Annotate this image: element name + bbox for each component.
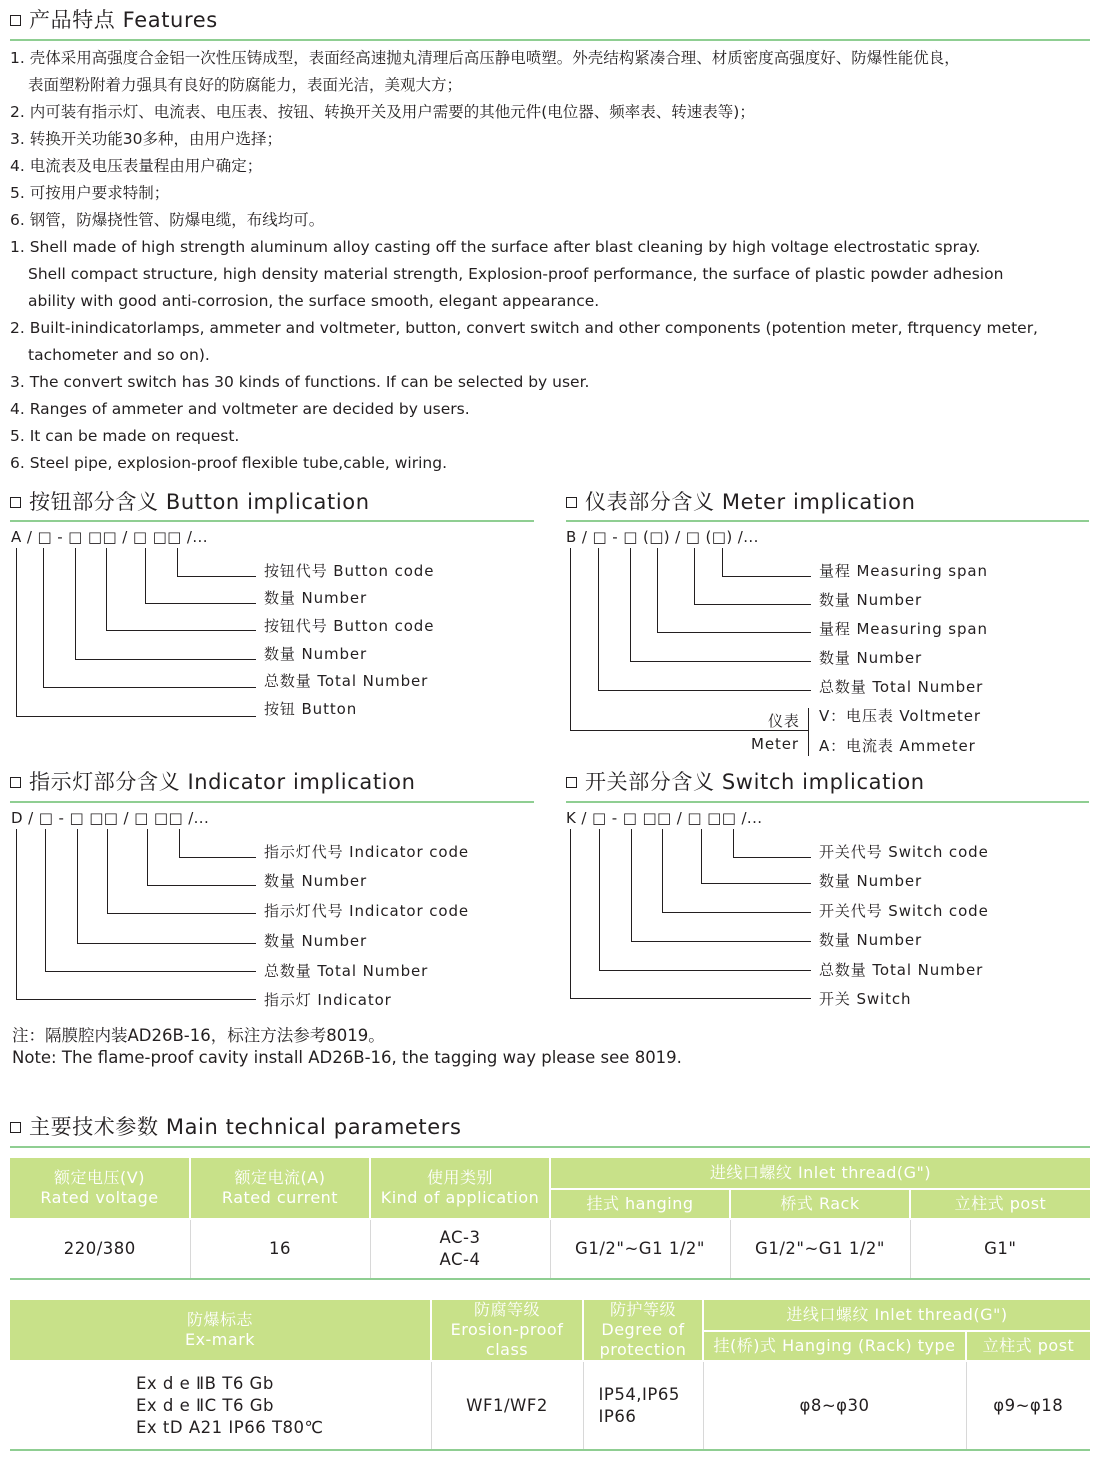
feature-line: 2. 内可装有指示灯、电流表、电压表、按钮、转换开关及用户需要的其他元件(电位器、频率表、转速表等)； <box>10 103 755 121</box>
table-1-bottom-rule <box>10 1278 1090 1280</box>
diagram-line <box>733 857 811 858</box>
diagram-label: 总数量 Total Number <box>819 678 984 696</box>
diagram-label: 指示灯代号 Indicator code <box>264 843 469 861</box>
meter-option-divider <box>808 708 809 756</box>
diagram-line <box>43 687 256 688</box>
diagram-label: 按钮 Button <box>264 700 358 718</box>
feature-line: 1. Shell made of high strength aluminum alloy casting off the surface after blast cleaning by high voltage electrostatic spray. <box>10 238 981 256</box>
square-bullet-icon <box>10 1122 21 1133</box>
cell-ex-mark: Ex d e ⅡB T6 Gb Ex d e ⅡC T6 Gb Ex tD A21 IP66 T80℃ <box>10 1361 431 1449</box>
table-row <box>10 1219 1090 1278</box>
header-erosion-proof: 防腐等级 Erosion-proof class <box>431 1300 583 1361</box>
diagram-line <box>631 829 632 942</box>
diagram-line <box>16 829 17 1000</box>
meter-code: B / □ - □ (□) / □ (□) /... <box>566 528 759 546</box>
meter-option-ammeter: A：电流表 Ammeter <box>819 737 976 755</box>
diagram-line <box>147 829 148 886</box>
diagram-line <box>570 730 808 731</box>
diagram-label: 总数量 Total Number <box>819 961 984 979</box>
params-rule <box>10 1146 1090 1148</box>
params-table-1 <box>10 1158 1090 1278</box>
square-bullet-icon <box>10 15 21 26</box>
cell-current: 16 <box>190 1219 370 1278</box>
switch-title: 开关部分含义 Switch implication <box>566 769 925 795</box>
diagram-line <box>16 716 256 717</box>
meter-left-cn: 仪表 <box>768 712 800 730</box>
feature-line: 5. 可按用户要求特制； <box>10 184 170 202</box>
diagram-label: 数量 Number <box>819 649 923 667</box>
features-title: 产品特点 Features <box>10 7 218 33</box>
header-rated-voltage: 额定电压(V) Rated voltage <box>10 1158 190 1219</box>
cell-erosion: WF1/WF2 <box>431 1361 583 1449</box>
diagram-line <box>599 829 600 971</box>
diagram-label: 数量 Number <box>264 872 368 890</box>
cell-degree: IP54,IP65 IP66 <box>583 1361 703 1449</box>
diagram-line <box>179 857 256 858</box>
features-list <box>10 45 1038 477</box>
diagram-line <box>45 829 46 972</box>
feature-line: 表面塑粉附着力强具有良好的防腐能力，表面光洁，美观大方； <box>28 76 463 94</box>
cell-post: G1" <box>910 1219 1090 1278</box>
button-title: 按钮部分含义 Button implication <box>10 489 370 515</box>
diagram-line <box>147 885 256 886</box>
diagram-line <box>145 548 146 604</box>
diagram-line <box>107 829 108 914</box>
diagram-line <box>107 913 256 914</box>
diagram-line <box>43 548 44 688</box>
feature-line: 2. Built-inindicatorlamps, ammeter and voltmeter, button, convert switch and other components (potention meter, ftrquency meter, <box>10 319 1038 337</box>
square-bullet-icon <box>10 777 21 788</box>
diagram-line <box>701 829 702 884</box>
header-rack: 桥式 Rack <box>730 1189 910 1219</box>
diagram-label: 数量 Number <box>819 931 923 949</box>
header-post: 立柱式 post <box>910 1189 1090 1219</box>
diagram-line <box>570 548 571 730</box>
diagram-line <box>631 941 811 942</box>
diagram-line <box>598 548 599 691</box>
square-bullet-icon <box>566 497 577 508</box>
diagram-line <box>77 829 78 944</box>
diagram-label: 开关代号 Switch code <box>819 843 989 861</box>
button-rule <box>10 520 534 522</box>
diagram-label: 开关代号 Switch code <box>819 902 989 920</box>
header-post: 立柱式 post <box>966 1331 1090 1362</box>
diagram-line <box>45 971 256 972</box>
indicator-title: 指示灯部分含义 Indicator implication <box>10 769 415 795</box>
header-ex-mark: 防爆标志 Ex-mark <box>10 1300 431 1361</box>
diagram-line <box>733 829 734 858</box>
feature-line: ability with good anti-corrosion, the surface smooth, elegant appearance. <box>28 292 600 310</box>
diagram-label: 开关 Switch <box>819 990 912 1008</box>
diagram-line <box>599 970 811 971</box>
meter-rule <box>566 520 1089 522</box>
diagram-label: 量程 Measuring span <box>819 562 988 580</box>
cell-rack: G1/2"~G1 1/2" <box>730 1219 910 1278</box>
diagram-line <box>145 603 256 604</box>
diagram-line <box>16 548 17 717</box>
button-code: A / □ - □ □□ / □ □□ /... <box>11 528 208 546</box>
feature-line: 1. 壳体采用高强度合金铝一次性压铸成型，表面经高速抛丸清理后高压静电喷塑。外壳结构紧凑合理、材质密度高强度好、防爆性能优良， <box>10 49 960 67</box>
diagram-line <box>570 998 811 999</box>
meter-title: 仪表部分含义 Meter implication <box>566 489 916 515</box>
diagram-label: 总数量 Total Number <box>264 672 429 690</box>
diagram-line <box>630 548 631 662</box>
diagram-line <box>177 576 256 577</box>
diagram-line <box>16 999 256 1000</box>
header-degree-of-protection: 防护等级 Degree of protection <box>583 1300 703 1361</box>
diagram-line <box>657 548 658 633</box>
diagram-label: 指示灯代号 Indicator code <box>264 902 469 920</box>
diagram-line <box>722 576 811 577</box>
diagram-line <box>177 548 178 577</box>
features-rule <box>10 39 1090 41</box>
feature-line: 4. Ranges of ammeter and voltmeter are decided by users. <box>10 400 470 418</box>
note-en: Note: The flame-proof cavity install AD26B-16, the tagging way please see 8019. <box>12 1048 682 1067</box>
switch-code: K / □ - □ □□ / □ □□ /... <box>566 809 763 827</box>
square-bullet-icon <box>566 777 577 788</box>
diagram-line <box>694 548 695 605</box>
diagram-line <box>657 632 811 633</box>
feature-line: tachometer and so on). <box>28 346 210 364</box>
diagram-label: 量程 Measuring span <box>819 620 988 638</box>
header-hanging: 挂式 hanging <box>550 1189 730 1219</box>
diagram-line <box>106 548 107 631</box>
header-hanging-rack: 挂(桥)式 Hanging (Rack) type <box>703 1331 966 1362</box>
diagram-line <box>75 548 76 660</box>
feature-line: 6. Steel pipe, explosion-proof flexible tube,cable, wiring. <box>10 454 448 472</box>
meter-option-voltmeter: V：电压表 Voltmeter <box>819 707 981 725</box>
diagram-label: 数量 Number <box>819 591 923 609</box>
diagram-label: 总数量 Total Number <box>264 962 429 980</box>
diagram-line <box>722 548 723 577</box>
header-inlet-thread: 进线口螺纹 Inlet thread(G") <box>550 1158 1090 1189</box>
diagram-label: 数量 Number <box>264 589 368 607</box>
table-row <box>10 1361 1090 1449</box>
feature-line: 4. 电流表及电压表量程由用户确定； <box>10 157 263 175</box>
header-rated-current: 额定电流(A) Rated current <box>190 1158 370 1219</box>
diagram-line <box>106 630 256 631</box>
diagram-line <box>570 829 571 999</box>
feature-line: 6. 钢管，防爆挠性管、防爆电缆，布线均可。 <box>10 211 325 229</box>
feature-line: Shell compact structure, high density material strength, Explosion-proof performance, the surface of plastic powder adhesion <box>28 265 1004 283</box>
switch-rule <box>566 801 1089 803</box>
diagram-line <box>662 912 811 913</box>
indicator-code: D / □ - □ □□ / □ □□ /... <box>11 809 210 827</box>
cell-hanging: G1/2"~G1 1/2" <box>550 1219 730 1278</box>
indicator-rule <box>10 801 534 803</box>
diagram-line <box>701 883 811 884</box>
diagram-label: 指示灯 Indicator <box>264 991 392 1009</box>
diagram-label: 数量 Number <box>264 645 368 663</box>
feature-line: 3. 转换开关功能30多种，由用户选择； <box>10 130 282 148</box>
diagram-label: 数量 Number <box>264 932 368 950</box>
diagram-line <box>598 690 811 691</box>
cell-post: φ9~φ18 <box>966 1361 1090 1449</box>
params-title: 主要技术参数 Main technical parameters <box>10 1114 462 1140</box>
diagram-label: 按钮代号 Button code <box>264 617 435 635</box>
diagram-line <box>179 829 180 858</box>
cell-voltage: 220/380 <box>10 1219 190 1278</box>
cell-hanging: φ8~φ30 <box>703 1361 966 1449</box>
params-table-2 <box>10 1300 1090 1449</box>
feature-line: 3. The convert switch has 30 kinds of functions. If can be selected by user. <box>10 373 590 391</box>
diagram-line <box>630 661 811 662</box>
header-kind-of-application: 使用类别 Kind of application <box>370 1158 550 1219</box>
cell-kind: AC-3 AC-4 <box>370 1219 550 1278</box>
diagram-label: 按钮代号 Button code <box>264 562 435 580</box>
diagram-line <box>662 829 663 913</box>
note-cn: 注：隔膜腔内装AD26B-16，标注方法参考8019。 <box>12 1026 385 1045</box>
table-2-bottom-rule <box>10 1449 1090 1451</box>
diagram-label: 数量 Number <box>819 872 923 890</box>
feature-line: 5. It can be made on request. <box>10 427 240 445</box>
diagram-line <box>77 943 256 944</box>
diagram-line <box>75 659 256 660</box>
square-bullet-icon <box>10 497 21 508</box>
header-inlet-thread: 进线口螺纹 Inlet thread(G") <box>703 1300 1090 1331</box>
meter-left-en: Meter <box>751 735 799 753</box>
diagram-line <box>694 604 811 605</box>
